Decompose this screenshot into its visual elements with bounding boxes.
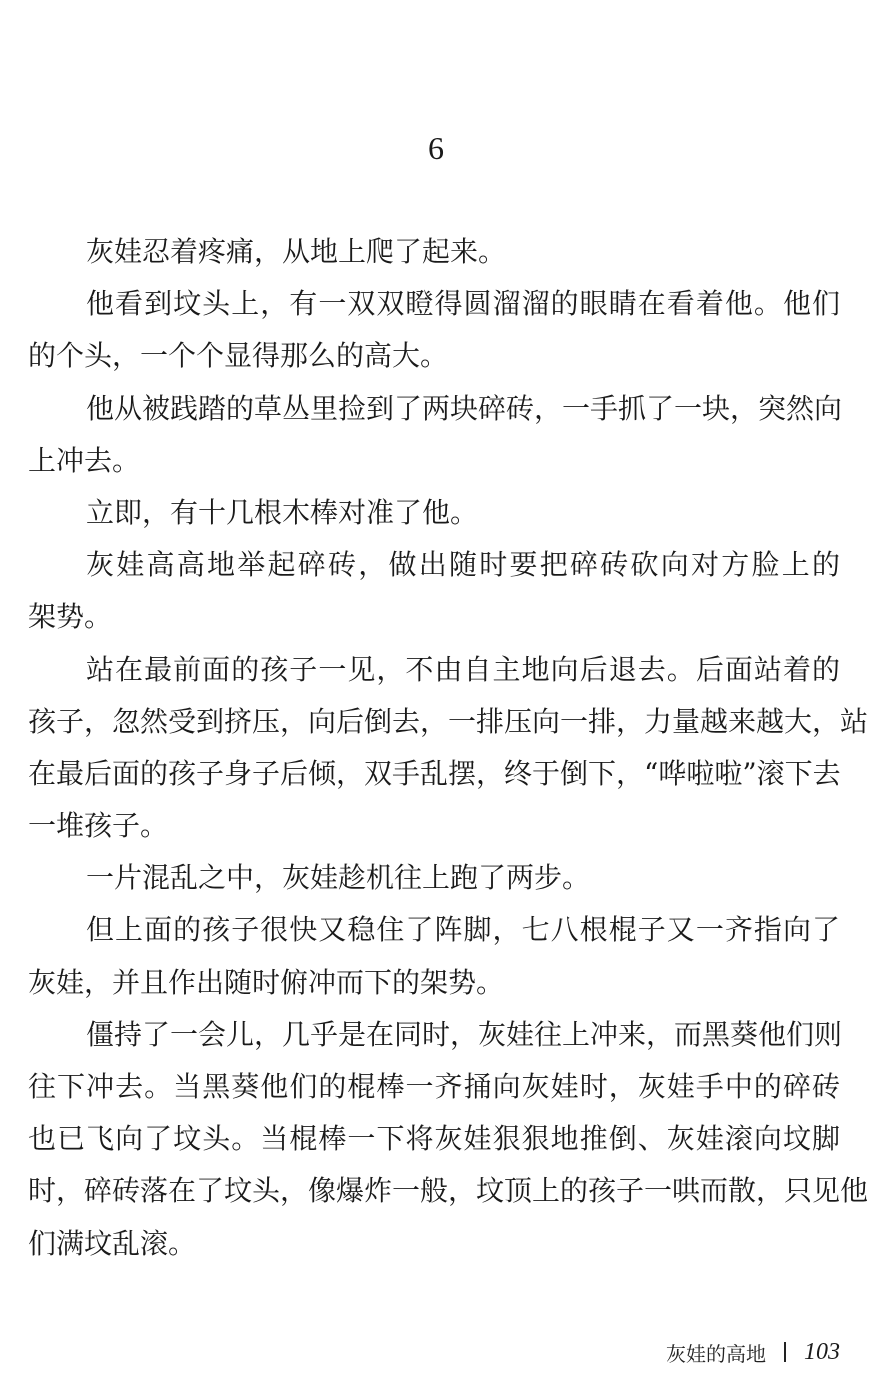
text-line: 上冲去。 (28, 443, 141, 477)
text-line: 立即，有十几根木棒对准了他。 (86, 495, 479, 529)
text-line: 架势。 (28, 600, 113, 634)
text-line: 往下冲去。当黑葵他们的棍棒一齐捅向灰娃时，灰娃手中的碎砖 (28, 1070, 840, 1103)
text-line: 们满坟乱滚。 (28, 1226, 197, 1260)
text-line: 站在最前面的孩子一见，不由自主地向后退去。后面站着的 (86, 652, 840, 686)
text-line: 灰娃忍着疼痛，从地上爬了起来。 (86, 235, 507, 268)
text-line: 僵持了一会儿，几乎是在同时，灰娃往上冲来，而黑葵他们则 (86, 1017, 843, 1051)
text-line: 也已飞向了坟头。当棍棒一下将灰娃狠狠地推倒、灰娃滚向坟脚 (28, 1122, 840, 1156)
paragraph (28, 904, 840, 1008)
text-line: 一片混乱之中，灰娃趁机往上跑了两步。 (86, 861, 591, 895)
paragraph (28, 644, 869, 853)
running-title: 灰娃的高地 (666, 1341, 766, 1366)
paragraph (28, 487, 840, 539)
text-line: 他看到坟头上，有一双双瞪得圆溜溜的眼睛在看着他。他们 (86, 287, 840, 321)
paragraph (28, 278, 840, 382)
text-line: 在最后面的孩子身子后倾，双手乱摆，终于倒下，“哗啦啦”滚下去 (28, 756, 841, 790)
text-line: 孩子，忽然受到挤压，向后倒去，一排压向一排，力量越来越大，站 (28, 704, 869, 738)
text-line: 灰娃高高地举起碎砖，做出随时要把碎砖砍向对方脸上的 (86, 548, 840, 582)
paragraph (28, 852, 840, 904)
text-line: 他从被践踏的草丛里捡到了两块碎砖，一手抓了一块，突然向 (86, 391, 843, 425)
paragraph (28, 1009, 869, 1270)
text-line: 的个头，一个个显得那么的高大。 (28, 339, 449, 373)
footer-divider (784, 1342, 786, 1362)
paragraph (28, 383, 843, 487)
chapter-number: 6 (428, 130, 444, 166)
paragraph (28, 539, 840, 643)
text-line: 灰娃，并且作出随时俯冲而下的架势。 (28, 965, 505, 999)
paragraph (28, 226, 840, 278)
page-footer (666, 1336, 840, 1368)
text-line: 时，碎砖落在了坟头，像爆炸一般，坟顶上的孩子一哄而散，只见他 (28, 1174, 869, 1208)
body-text (28, 226, 869, 1270)
text-line: 但上面的孩子很快又稳住了阵脚，七八根棍子又一齐指向了 (86, 913, 840, 947)
text-line: 一堆孩子。 (28, 809, 169, 843)
page-number: 103 (804, 1338, 840, 1365)
